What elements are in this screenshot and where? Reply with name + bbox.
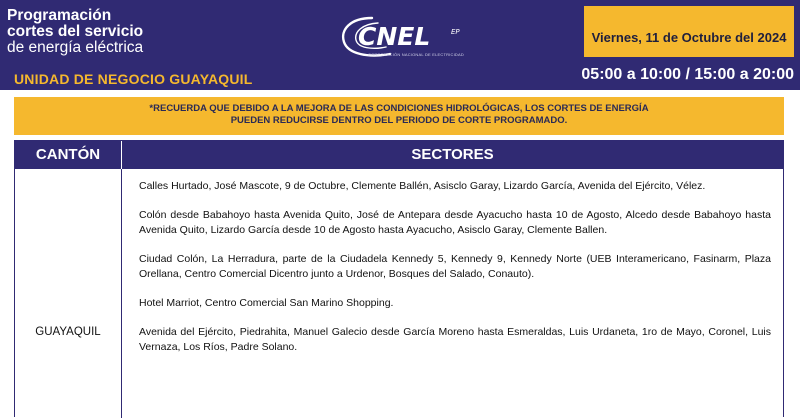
sector-item: Colón desde Babahoyo hasta Avenida Quito, José de Antepara desde Ayacucho hasta 10 de Agosto, Alcedo desde Babahoyo hasta Avenida Quito, Lizardo García desde 10 de Agosto hasta Ayacucho, Asisclo Garay, Clemente Ballen. [139, 209, 771, 236]
sectors-cell [139, 179, 771, 369]
column-divider [121, 169, 122, 418]
logo-wordmark: CNEL [358, 22, 431, 51]
business-unit-label: UNIDAD DE NEGOCIO GUAYAQUIL [14, 71, 253, 87]
logo-subtitle: CORPORACIÓN NACIONAL DE ELECTRICIDAD [368, 52, 464, 57]
title-line-2: cortes del servicio [7, 23, 144, 40]
sector-item: Avenida del Ejército, Piedrahita, Manuel Galecio desde García Moreno hasta Esmeraldas, Luis Urdaneta, 1ro de Mayo, Coronel, Luis Vernaza, Los Ríos, Padre Solano. [139, 326, 771, 353]
title-line-1: Programación [7, 7, 112, 24]
notice-line-2: PUEDEN REDUCIRSE DENTRO DEL PERIODO DE CORTE PROGRAMADO. [230, 115, 568, 126]
logo-suffix: EP [451, 28, 460, 36]
table-header-row [15, 141, 783, 169]
column-header-canton: CANTÓN [35, 146, 101, 163]
outage-table [14, 140, 784, 417]
notice-banner [14, 97, 784, 135]
page-title [7, 8, 143, 56]
sector-item: Ciudad Colón, La Herradura, parte de la Ciudadela Kennedy 5, Kennedy 9, Kennedy Norte (UEB Interamericano, Fasinarm, Plaza Orellana, Centro Comercial Dicentro junto a Urdenor, Bosques del Salado, Conauto). [139, 253, 771, 280]
date-box [584, 6, 794, 57]
header-banner [0, 0, 800, 90]
sector-item: Hotel Marriot, Centro Comercial San Marino Shopping. [139, 297, 394, 309]
date-label: Viernes, 11 de Octubre del 2024 [591, 30, 787, 45]
sector-item: Calles Hurtado, José Mascote, 9 de Octubre, Clemente Ballén, Asisclo Garay, Lizardo García, Avenida del Ejército, Vélez. [139, 180, 706, 192]
title-line-3: de energía eléctrica [7, 39, 144, 56]
notice-line-1: *RECUERDA QUE DEBIDO A LA MEJORA DE LAS CONDICIONES HIDROLÓGICAS, LOS CORTES DE ENERGÍA [149, 103, 649, 114]
column-header-sectores: SECTORES [411, 146, 494, 163]
schedule-label: 05:00 a 10:00 / 15:00 a 20:00 [581, 66, 794, 83]
cnel-logo [338, 12, 488, 62]
canton-cell: GUAYAQUIL [35, 326, 101, 338]
